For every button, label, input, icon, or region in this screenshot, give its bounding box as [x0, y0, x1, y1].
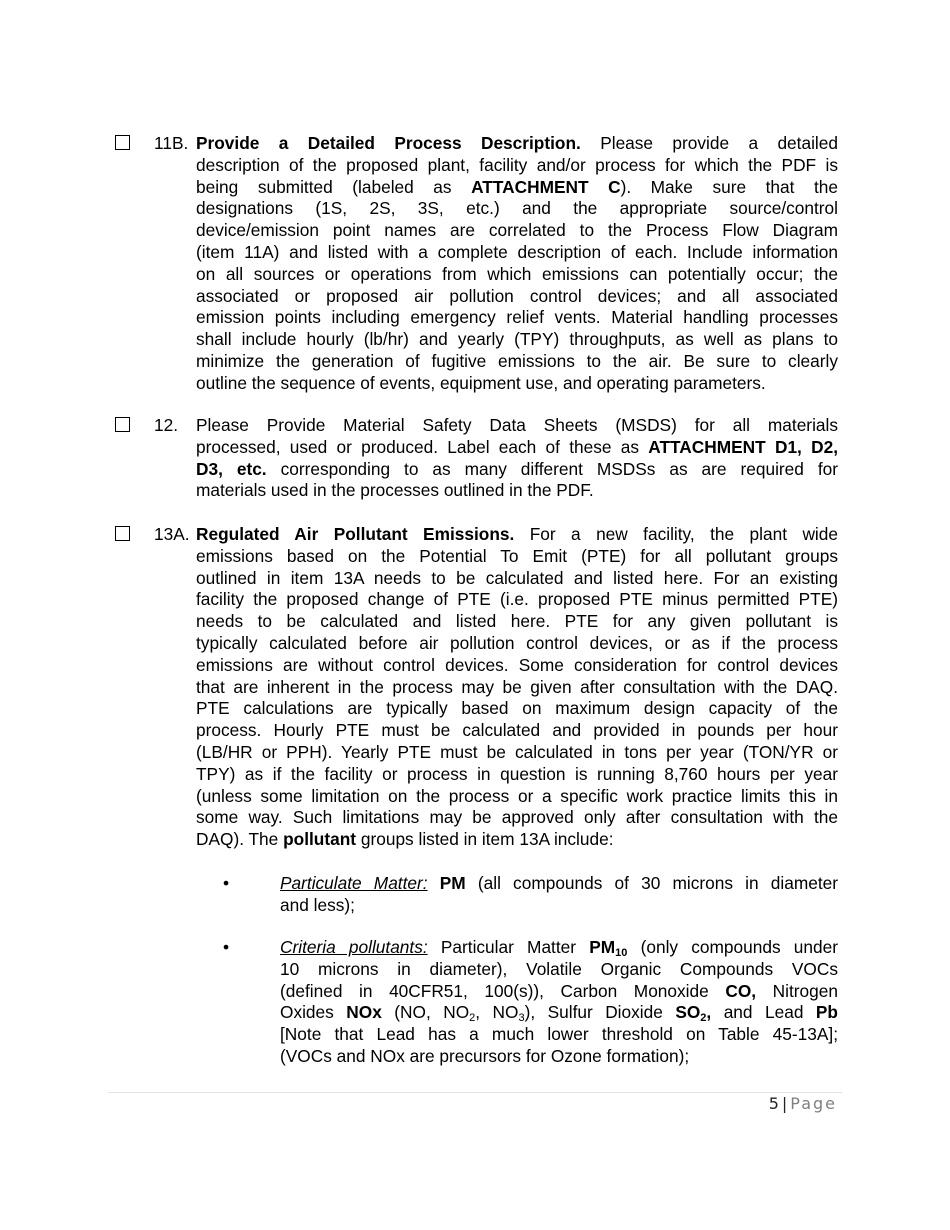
item-12-checkbox[interactable]	[115, 417, 130, 432]
item-12-description: Please Provide Material Safety Data Sheets (MSDS) for all materials processed, used or produced. Label each of these as ATTACHMENT D1, D2, D3, etc. corresponding to as many different MSDSs as are required for materials used in the processes outlined in the PDF.	[196, 415, 839, 501]
item-12-number: 12.	[154, 415, 179, 435]
item-13a-title: Regulated Air Pollutant Emissions.	[196, 524, 515, 544]
bullet-2-text: Criteria pollutants: Particular Matter $PM_{10}$ (only compounds under 10 microns in diameter), Volatile Organic Compounds VOCs (defined in 40CFR51, 100(s)), Carbon Monoxide CO, Nitrogen Oxides NOx (NO, $NO_2$, $NO_3$), Sulfur Dioxide $SO_2$, and Lead Pb [Note that Lead has a much lower threshold on Table 45-13A]; (VOCs and NOx are precursors for Ozone formation);	[280, 937, 838, 1066]
bullet-dot: •	[223, 937, 230, 957]
page-footer	[769, 1094, 837, 1113]
page-number: 5	[768, 1094, 779, 1113]
footer-separator: |	[781, 1094, 788, 1113]
item-13a-number: 13A.	[154, 524, 190, 544]
attachment-c-label: ATTACHMENT C	[471, 176, 621, 197]
particulate-matter-label: Particulate Matter:	[280, 873, 428, 893]
item-13a-description: Regulated Air Pollutant Emissions. For a new facility, the plant wide emissions based on the Potential To Emit (PTE) for all pollutant groups outlined in item 13A needs to be calculated and listed here. For an existing facility the proposed change of PTE (i.e. proposed PTE minus permitted PTE) needs to be calculated and listed here. PTE for any given pollutant is typically calculated before air pollution control devices, or as if the process emissions are without control devices. Some consideration for control devices that are inherent in the process may be given after consultation with the DAQ. PTE calculations are typically based on maximum design capacity of the process. Hourly PTE must be calculated and provided in pounds per hour (LB/HR or PPH). Yearly PTE must be calculated in tons per year (TON/YR or TPY) as if the facility or process in question is running 8,760 hours per year (unless some limitation on the process or a specific work practice limits this in some way. Such limitations may be approved only after consultation with the DAQ). The pollutant groups listed in item 13A include:	[196, 524, 838, 850]
item-11b-number: 11B.	[154, 133, 189, 153]
item-13a-checkbox[interactable]	[115, 526, 130, 541]
bullet-dot: •	[223, 873, 230, 893]
bullet-1-text: Particulate Matter: PM (all compounds of 30 microns in diameter and less);	[280, 873, 839, 915]
item-11b-description: Provide a Detailed Process Description. Please provide a detailed description of the proposed plant, facility and/or process for which the PDF is being submitted (labeled as ATTACHMENT C). Make sure that the designations (1S, 2S, 3S, etc.) and the appropriate source/control device/emission point names are correlated to the Process Flow Diagram (item 11A) and listed with a complete description of each. Include information on all sources or operations from which emissions can potentially occur; the associated or proposed air pollution control devices; and all associated emission points including emergency relief vents. Material handling processes shall include hourly (lb/hr) and yearly (TPY) throughputs, as well as plans to minimize the generation of fugitive emissions to the air. Be sure to clearly outline the sequence of events, equipment use, and operating parameters.	[196, 133, 838, 393]
footer-divider	[108, 1092, 842, 1093]
pollutant-keyword: pollutant	[283, 829, 357, 850]
item-11b-title: Provide a Detailed Process Description.	[196, 133, 581, 153]
attachment-d-label: ATTACHMENT D1, D2,	[648, 436, 839, 457]
criteria-pollutants-label: Criteria pollutants:	[280, 937, 428, 957]
page-word: Page	[790, 1094, 837, 1113]
item-11b-checkbox[interactable]	[115, 135, 130, 150]
